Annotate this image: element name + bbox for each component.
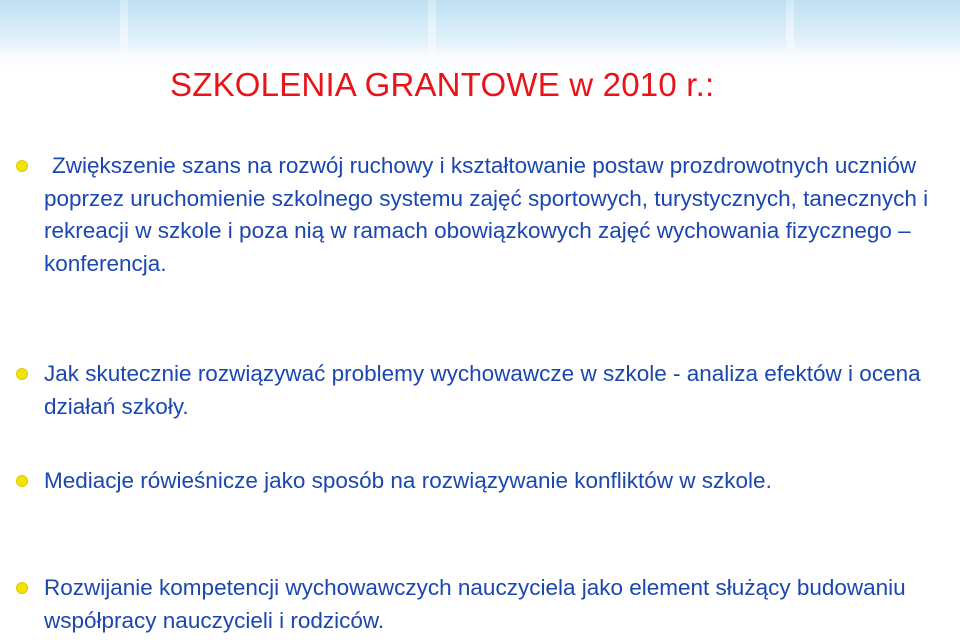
bullet-text: Rozwijanie kompetencji wychowawczych nauczyciela jako element służący budowaniu współpracy nauczycieli i rodziców. [44, 575, 906, 633]
header-shape [128, 0, 428, 60]
bullet-item [16, 465, 946, 498]
header-shape [794, 0, 960, 60]
slide-title: SZKOLENIA GRANTOWE w 2010 r.: [170, 66, 715, 103]
bullet-item [16, 572, 946, 637]
header-shape [0, 0, 120, 60]
bullet-text: Zwiększenie szans na rozwój ruchowy i kształtowanie postaw prozdrowotnych uczniów poprzez uruchomienie szkolnego systemu zajęć sportowych, turystycznych, tanecznych i rekreacji w szkole i poza nią w ramach obowiązkowych zajęć wychowania fizycznego – konferencja. [44, 153, 929, 276]
bullet-item [16, 150, 946, 280]
bullet-dot-icon [16, 582, 28, 594]
header-shape [436, 0, 786, 60]
bullet-text: Jak skutecznie rozwiązywać problemy wychowawcze w szkole - analiza efektów i ocena działań szkoły. [44, 361, 921, 419]
bullet-dot-icon [16, 475, 28, 487]
bullet-text: Mediacje rówieśnicze jako sposób na rozwiązywanie konfliktów w szkole. [44, 468, 772, 493]
bullet-item [16, 358, 946, 423]
header-decoration [0, 0, 960, 72]
bullet-dot-icon [16, 160, 28, 172]
bullet-dot-icon [16, 368, 28, 380]
